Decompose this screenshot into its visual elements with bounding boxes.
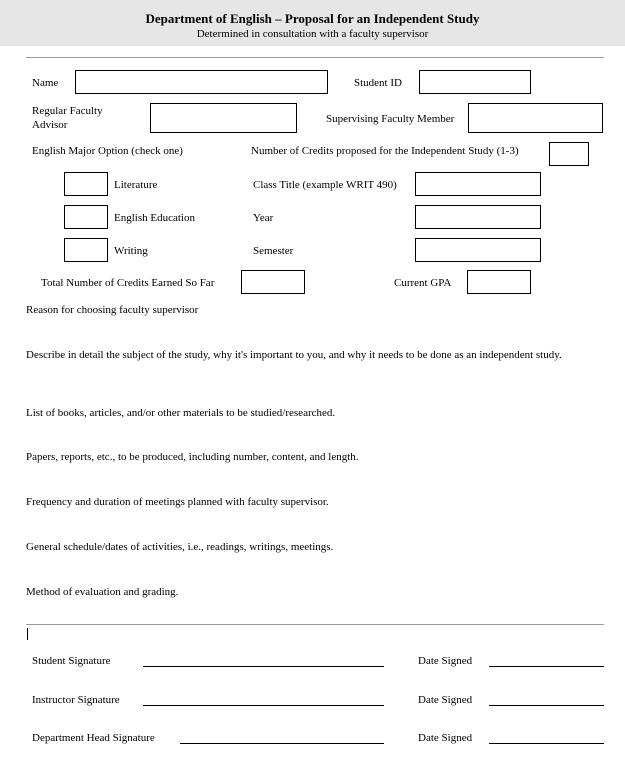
student-date-line[interactable] [489,666,604,667]
credits-proposed-field[interactable] [549,142,589,166]
question-supervisor-reason: Reason for choosing faculty supervisor [26,304,199,316]
instructor-signature-line[interactable] [143,705,384,706]
department-head-signature-label: Department Head Signature [32,732,155,744]
advisor-field[interactable] [150,103,297,133]
department-head-date-line[interactable] [489,743,604,744]
semester-label: Semester [253,245,294,257]
question-schedule: General schedule/dates of activities, i.e., readings, writings, meetings. [26,541,334,553]
student-signature-label: Student Signature [32,655,111,667]
writing-label: Writing [114,245,148,257]
class-title-field[interactable] [415,172,541,196]
question-study-subject: Describe in detail the subject of the study, why it's important to you, and why it needs to be done as an independent study. [26,349,562,361]
total-credits-field[interactable] [241,270,305,294]
supervisor-field[interactable] [468,103,603,133]
literature-checkbox[interactable] [64,172,108,196]
student-id-field[interactable] [419,70,531,94]
supervisor-label: Supervising Faculty Member [326,113,455,125]
question-materials: List of books, articles, and/or other materials to be studied/researched. [26,407,336,419]
semester-field[interactable] [415,238,541,262]
text-cursor [27,628,28,640]
department-head-date-label: Date Signed [418,732,473,744]
advisor-label: Regular Faculty Advisor [32,105,103,131]
instructor-date-line[interactable] [489,705,604,706]
gpa-field[interactable] [467,270,531,294]
question-meetings: Frequency and duration of meetings planned with faculty supervisor. [26,496,329,508]
question-papers: Papers, reports, etc., to be produced, including number, content, and length. [26,451,359,463]
instructor-signature-label: Instructor Signature [32,694,120,706]
top-divider [26,57,604,58]
major-option-label: English Major Option (check one) [32,145,183,157]
question-evaluation: Method of evaluation and grading. [26,586,179,598]
writing-checkbox[interactable] [64,238,108,262]
year-field[interactable] [415,205,541,229]
year-label: Year [253,212,274,224]
name-label: Name [32,77,59,89]
total-credits-label: Total Number of Credits Earned So Far [41,277,215,289]
name-field[interactable] [75,70,328,94]
bottom-divider [26,624,604,625]
literature-label: Literature [114,179,158,191]
student-signature-line[interactable] [143,666,384,667]
student-date-label: Date Signed [418,655,473,667]
english-education-label: English Education [114,212,195,224]
gpa-label: Current GPA [394,277,452,289]
credits-proposed-label: Number of Credits proposed for the Independent Study (1-3) [251,145,519,157]
english-education-checkbox[interactable] [64,205,108,229]
form-subtitle: Determined in consultation with a faculty supervisor [196,28,429,40]
department-head-signature-line[interactable] [180,743,384,744]
student-id-label: Student ID [354,77,402,89]
form-title: Department of English – Proposal for an Independent Study [145,11,480,26]
class-title-label: Class Title (example WRIT 490) [253,179,397,191]
instructor-date-label: Date Signed [418,694,473,706]
